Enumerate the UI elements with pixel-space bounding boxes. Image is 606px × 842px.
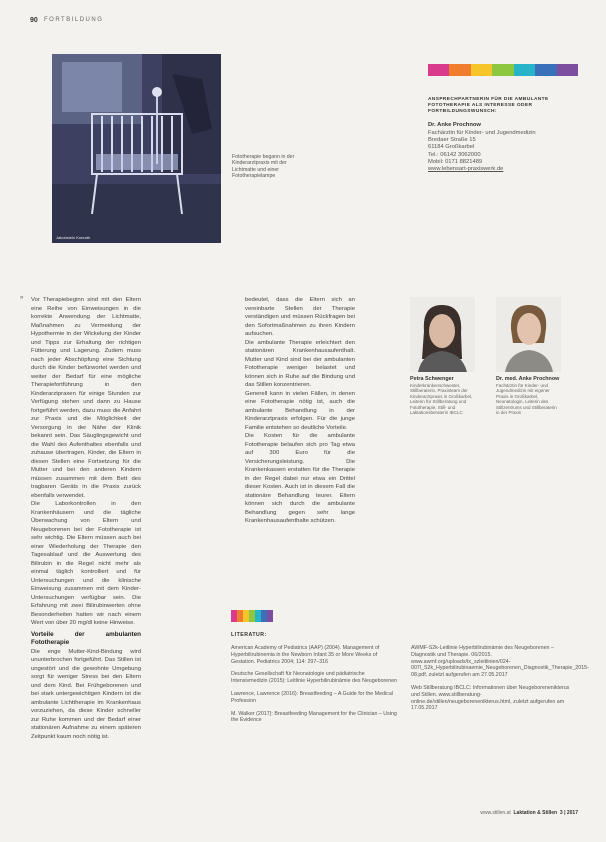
contact-box <box>428 64 578 173</box>
contact-mobile: Mobil: 0171 8821489 <box>428 158 483 165</box>
stripe-7 <box>267 610 273 622</box>
article-column-1 <box>31 296 141 741</box>
literature-stripe-wrap <box>231 610 273 622</box>
photo-caption: Fototherapie begann in der Kinderarztpraxis mit der Lichtmatte und einer Fototherapielampe <box>232 154 295 180</box>
literature-entry: American Academy of Pediatrics (AAP) (2004). Management of Hyperbilirubinemia in the Newborn Infant 35 or More Weeks of Gestation. Pediatrics 2004; 114: 297–316 <box>231 645 380 665</box>
subheading: Vorteile der ambulanten Fototherapie <box>31 630 141 646</box>
paragraph: Die ambulante Therapie erleichtert den stationären Krankenhausaufenthalt. Mutter und Kind sind bei der ambulanten Fototherapie weniger belastet und können sich in Ruhe auf die Bindung und das Stillen konzentrieren. <box>245 339 355 388</box>
stripe-3 <box>471 64 492 76</box>
section-title: FORTBILDUNG <box>44 17 104 23</box>
stripe-1 <box>428 64 449 76</box>
color-stripe <box>428 64 578 76</box>
person-name: Dr. med. Anke Prochnow <box>496 376 560 382</box>
person-name: Petra Schwenger <box>410 376 454 382</box>
paragraph: Generell kann in vielen Fällen, in denen eine Fototherapie nötig ist, auch die ambulante Behandlung in der Kinderarztpraxis erfolgen. Für die junge Familie entstehen so deutliche Vorteile. <box>245 390 355 431</box>
contact-name: Dr. Anke Prochnow <box>428 122 481 129</box>
person-2-info <box>496 376 561 416</box>
portrait-image <box>496 297 561 372</box>
paragraph: Die Laborkontrollen in den Krankenhäusern und die tägliche Überwachung von Eltern und Neugeborenen bei der Fototherapie ist sehr wichtig. Die Eltern müssen auch bei einer Wiederholung der Therapie den Tagesablauf und die Auswertung des Bilirubin in die Regel nicht mehr als einmal täglich kontrolliert und für Untersuchungen und die klinische Einweisung zusammen mit dem Kinder-Untersuchungen verfügbar sein. Die Erfahrung mit zwei Bilirubinwerten ohne Besonderheiten hatten wir nach einem Wert von über 20 mg/dl keine Hinweise. <box>31 501 141 626</box>
photo-credit: Jakobstein Konrath <box>56 235 91 240</box>
page-footer <box>480 810 578 816</box>
literature-column-2 <box>411 645 589 718</box>
paragraph: Die enge Mutter-Kind-Bindung wird ununterbrochen fortgeführt. Das Stillen ist ungestört und die gewohnte Umgebung sorgt für weniger Stress bei den Eltern und dem Kind. Bei Frühgeborenen und bei stark untergewichtigen Kindern ist die ambulante Lichttherapie im Krankenhaus vorzuziehen, da diese Kinder schneller zur Ruhe kommen und der Bedarf einer stationären Aufnahme zu einem späteren Zeitpunkt kaum noch nötig ist. <box>31 648 141 740</box>
stripe-4 <box>492 64 513 76</box>
stripe-5 <box>514 64 535 76</box>
footer-site: www.stillen.at <box>480 810 511 816</box>
contact-city: 61184 Großkarbel <box>428 144 475 151</box>
literature-entry: M. Walker (2017): Breastfeeding Management for the Clinician – Using the Evidence <box>231 710 397 724</box>
contact-heading: ANSPRECHPARTNERIN FÜR DIE AMBULANTE FOTOTHERAPIE ALS INTERESSE ODER FORTBILDUNGSWUNSCH: <box>428 97 549 114</box>
stripe-6 <box>535 64 556 76</box>
literature-entry: Lawrence, Lawrence (2016): Breastfeeding – A Guide for the Medical Profession <box>231 690 393 704</box>
person-description: Fachärztin für Kinder- und Jugendmedizin mit eigener Praxis in Großkarbel, Neonatologin, Leiterin des Stillzentrums und Stillberaterin in der Praxis <box>496 382 557 416</box>
paragraph: Die Kosten für die ambulante Fototherapie belaufen sich pro Tag etwa auf 300 Euro für die Versicherungsleistung. Die Krankenkassen erstatten für die Therapie in der Regel dabei nur etwa ein Drittel dieser Kosten. Auch ist in diesem Fall die stationäre Behandlung teurer. Eltern können sich durch die ambulante Behandlung gegen sehr lange Krankenhausaufenthalte schützen. <box>245 433 355 524</box>
person-1-info <box>410 376 475 416</box>
person-description: Kinderkrankenschwester, Stillberaterin, Praxisteam der Kinderarztpraxis in Großkarbel, Leiterin für Stillberatung und Fototherapie, Still- und Laktationsberaterin IBCLC <box>410 382 473 416</box>
article-column-2 <box>245 296 355 526</box>
paragraph: Vor Therapiebeginn sind mit den Eltern eine Reihe von Einweisungen in die korrekte Anwendung der Lichtmatte, Maßnahmen zu Vermeidung der Hypothermie in der Wickelung der Kinder und Tipps zur Erhaltung der richtigen Fütterung und Lagerung. Zudem muss nach jeder Abschöpfung eine Sichtung durch die Kinder befürwortet werden und weiter der Bedarf für eine mögliche Therapiefortführung in den Kinderarztpraxen für einige Stunden zur Verfügung stehen und dann zu Hause fortgeführt werden, dazu muss die Anfahrt zur Praxis und die Möglichkeit der Versorgung in der Nähe der Klinik bekannt sein. Das Säuglingsgewicht und die Wahl des Aufenthaltes ebenfalls und zuhause übertragen. Kinder, die Eltern in diesen Stellen eine Fortsetzung für die Mutter und bei den anderen Kindern müssen zusammen mit dem Bett des tragbaren Geräts in die Praxis zurück ebenfalls verwendet. <box>31 297 141 499</box>
paragraph: bedeutet, dass die Eltern sich an vereinbarte Stellen der Therapie verständigen und müssen Rückfragen bei den Sofortmaßnahmen zu ihren Kindern aufsuchen. <box>245 297 355 337</box>
stripe-2 <box>449 64 470 76</box>
color-stripe <box>231 610 273 622</box>
portrait-image <box>410 297 475 372</box>
literature-entry: AWMF-S2k-Leitlinie Hyperbilirubinämie des Neugeborenen – Diagnostik und Therapie. 06/2015. www.awmf.org/uploads/tx_szleitlinien/024-007l_S2k_Hyperbilirubinaemie_Neugeborenen_Diagnostik_Therapie_2015-08.pdf, zuletzt aufgerufen am 27.05.2017 <box>411 645 589 679</box>
photo-illustration <box>52 54 221 243</box>
portrait-petra-schwenger <box>410 297 475 372</box>
literature-column-1 <box>231 645 401 730</box>
footer-issue: 3 | 2017 <box>559 810 578 816</box>
page-number: 90 <box>30 17 38 24</box>
literature-label: LITERATUR: <box>231 632 267 638</box>
portrait-anke-prochnow <box>496 297 561 372</box>
contact-website-link[interactable]: www.lebensart-praxiswerk.de <box>428 166 504 173</box>
contact-role: Fachärztin für Kinder- und Jugendmedizin <box>428 129 536 136</box>
article-photo <box>52 54 221 243</box>
contact-tel: Tel.: 06142 3062000 <box>428 151 481 158</box>
literature-entry: Deutsche Gesellschaft für Neonatologie und pädiatrische Intensivmedizin (2015): Leitlinie Hyperbilirubinämie des Neugeborenen <box>231 671 398 685</box>
contact-details <box>428 122 578 173</box>
contact-street: Bredaer Straße 15 <box>428 136 476 143</box>
stripe-7 <box>557 64 578 76</box>
literature-entry: Web Stillberatung IBCLC: Informationen über Neugeborenenikterus und Stillen. www.stillberatung-online.de/stillen/neugeborenenikterus.html, zuletzt aufgerufen am 17.05.2017 <box>411 684 570 712</box>
footer-journal: Laktation & Stillen <box>513 810 558 816</box>
article-marker: » <box>20 295 24 301</box>
